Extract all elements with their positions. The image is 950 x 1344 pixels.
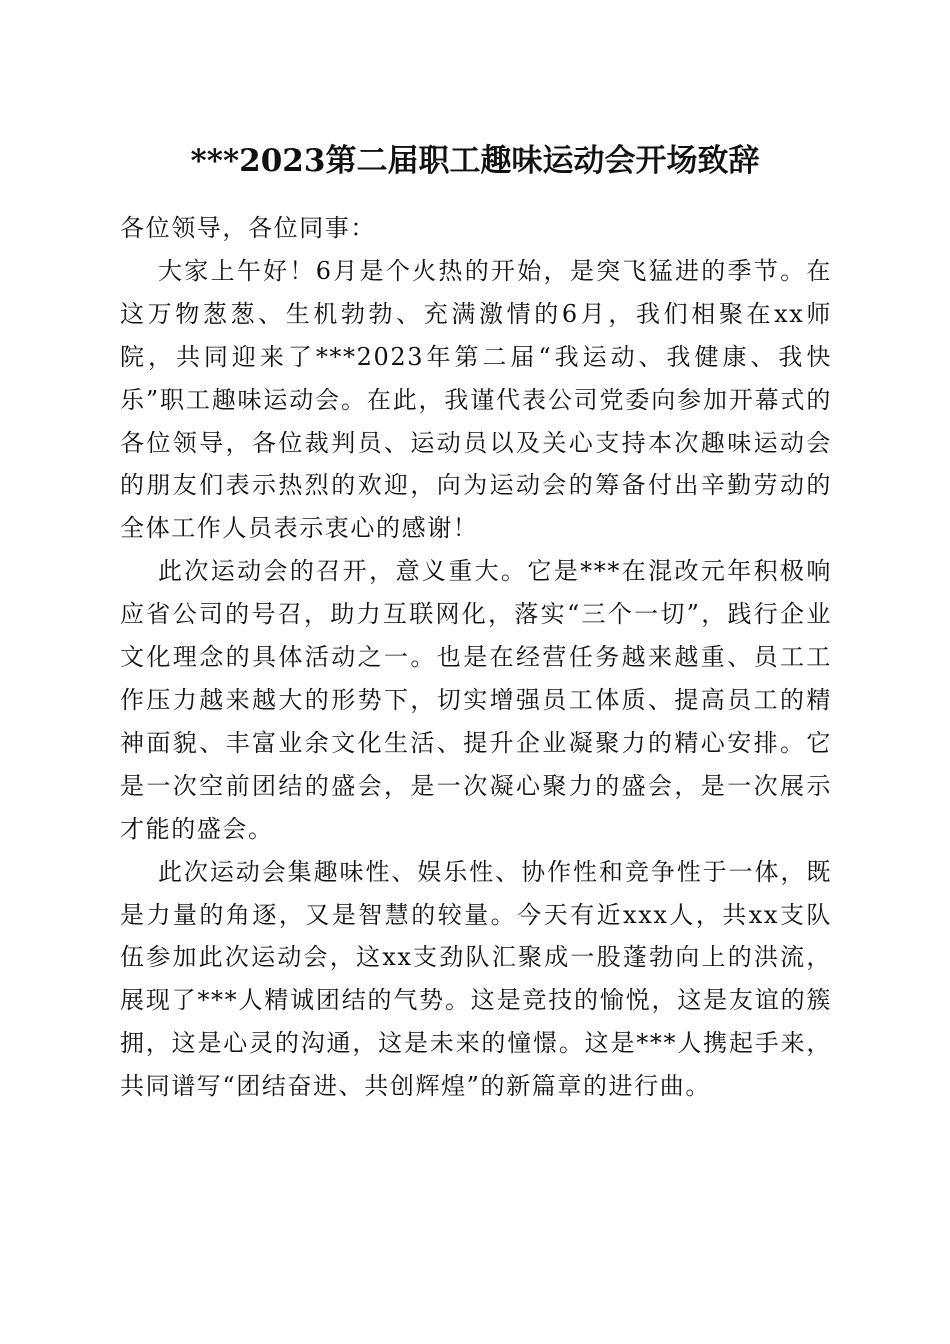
salutation: 各位领导，各位同事： [120, 214, 376, 242]
paragraph-features: 此次运动会集趣味性、娱乐性、协作性和竞争性于一体，既是力量的角逐，又是智慧的较量。今天有近xxx人，共xx支队伍参加此次运动会，这xx支劲队汇聚成一股蓬勃向上的洪流，展现了***人精诚团结的气势。这是竞技的愉悦，这是友谊的簇拥，这是心灵的沟通，这是未来的憧憬。这是***人携起手来，共同谱写“团结奋进、共创辉煌”的新篇章的进行曲。 [120, 857, 832, 1101]
document-title: ***2023第二届职工趣味运动会开场致辞 [190, 143, 760, 179]
paragraph-significance: 此次运动会的召开，意义重大。它是***在混改元年积极响应省公司的号召，助力互联网化，落实“三个一切”，践行企业文化理念的具体活动之一。也是在经营任务越来越重、员工工作压力越来越大的形势下，切实增强员工体质、提高员工的精神面貌、丰富业余文化生活、提升企业凝聚力的精心安排。它是一次空前团结的盛会，是一次凝心聚力的盛会，是一次展示才能的盛会。 [120, 557, 832, 843]
paragraph-welcome: 大家上午好！6月是个火热的开始，是突飞猛进的季节。在这万物葱葱、生机勃勃、充满激情的6月，我们相聚在xx师院，共同迎来了***2023年第二届“我运动、我健康、我快乐”职工趣味运动会。在此，我谨代表公司党委向参加开幕式的各位领导，各位裁判员、运动员以及关心支持本次趣味运动会的朋友们表示热烈的欢迎，向为运动会的筹备付出辛勤劳动的全体工作人员表示衷心的感谢！ [120, 256, 832, 543]
document-body [120, 207, 832, 1108]
